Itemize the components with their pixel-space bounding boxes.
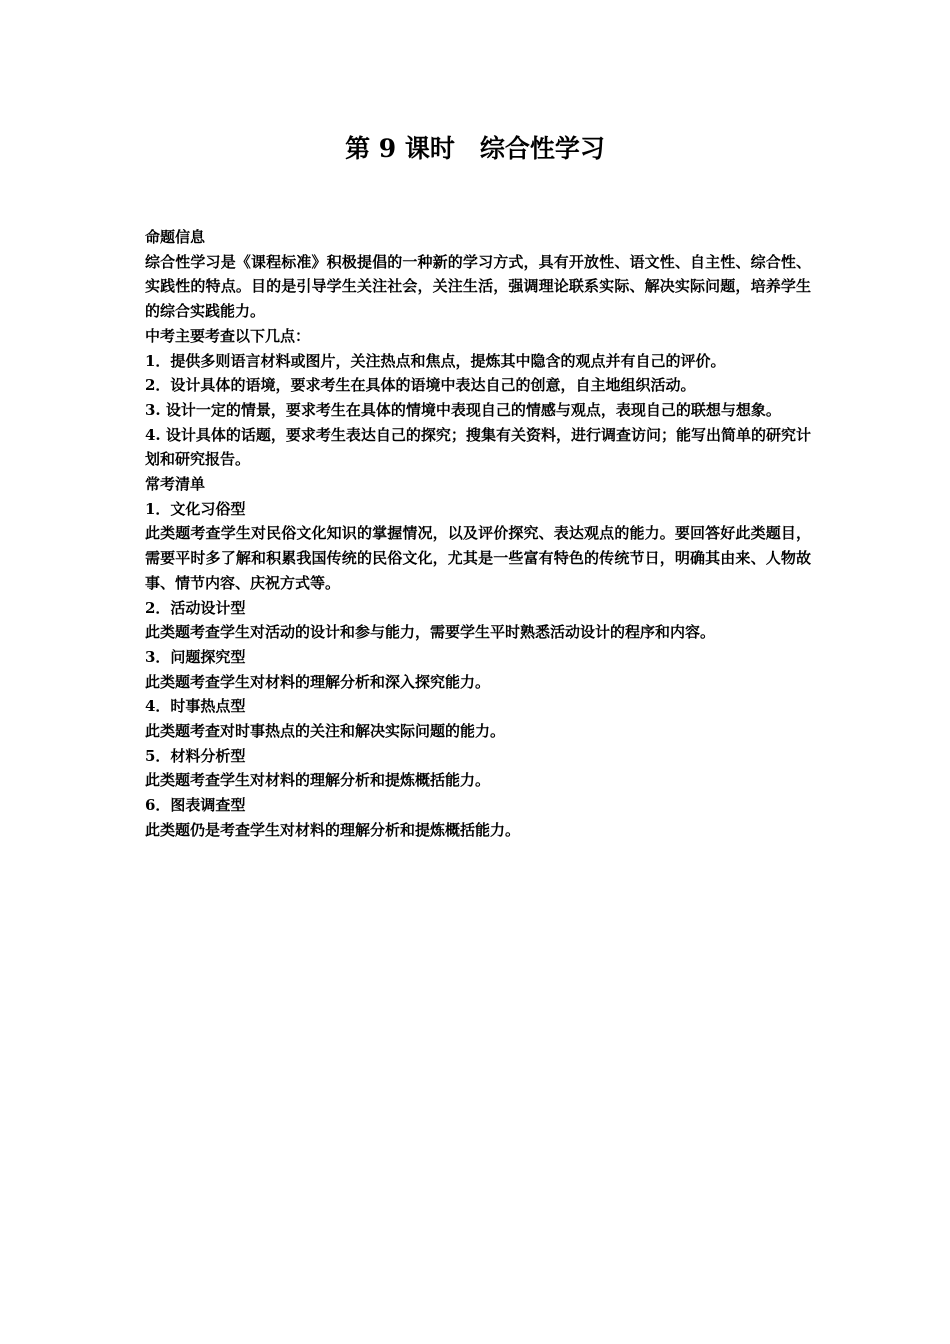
type-heading: 2．活动设计型 bbox=[145, 598, 246, 617]
type-heading: 6．图表调查型 bbox=[145, 796, 246, 815]
section-heading-list: 常考清单 bbox=[145, 475, 206, 494]
info-paragraph: 综合性学习是《课程标准》积极提倡的一种新的学习方式，具有开放性、语文性、自主性、综合性、实践性的特点。目的是引导学生关注社会，关注生活，强调理论联系实际、解决实际问题，培养学生的综合实践能力。 bbox=[145, 252, 811, 321]
type-description: 此类题考查学生对活动的设计和参与能力，需要学生平时熟悉活动设计的程序和内容。 bbox=[145, 623, 716, 642]
page-title: 第 9 课时 综合性学习 bbox=[345, 134, 605, 163]
type-description: 此类题考查学生对民俗文化知识的掌握情况，以及评价探究、表达观点的能力。要回答好此类题目，需要平时多了解和积累我国传统的民俗文化，尤其是一些富有特色的传统节日，明确其由来、人物故事、情节内容、庆祝方式等。 bbox=[145, 524, 811, 592]
type-description: 此类题考查对时事热点的关注和解决实际问题的能力。 bbox=[145, 722, 506, 741]
document-body bbox=[145, 225, 811, 843]
type-description: 此类题仍是考查学生对材料的理解分析和提炼概括能力。 bbox=[145, 820, 521, 839]
exam-intro: 中考主要考查以下几点： bbox=[145, 326, 311, 345]
type-heading: 5．材料分析型 bbox=[145, 746, 246, 765]
type-description: 此类题考查学生对材料的理解分析和深入探究能力。 bbox=[145, 672, 491, 691]
exam-point: 3. 设计一定的情景，要求考生在具体的情境中表现自己的情感与观点，表现自己的联想与想象。 bbox=[145, 400, 781, 419]
exam-point: 4. 设计具体的话题，要求考生表达自己的探究；搜集有关资料，进行调查访问；能写出简单的研究计划和研究报告。 bbox=[145, 425, 811, 469]
type-heading: 1．文化习俗型 bbox=[145, 499, 246, 518]
type-heading: 3．问题探究型 bbox=[145, 647, 246, 666]
exam-point: 1．提供多则语言材料或图片，关注热点和焦点，提炼其中隐含的观点并有自己的评价。 bbox=[145, 351, 726, 370]
exam-point: 2．设计具体的语境，要求考生在具体的语境中表达自己的创意，自主地组织活动。 bbox=[145, 376, 696, 395]
type-description: 此类题考查学生对材料的理解分析和提炼概括能力。 bbox=[145, 771, 491, 790]
section-heading-info: 命题信息 bbox=[145, 228, 206, 246]
type-heading: 4．时事热点型 bbox=[145, 697, 246, 716]
